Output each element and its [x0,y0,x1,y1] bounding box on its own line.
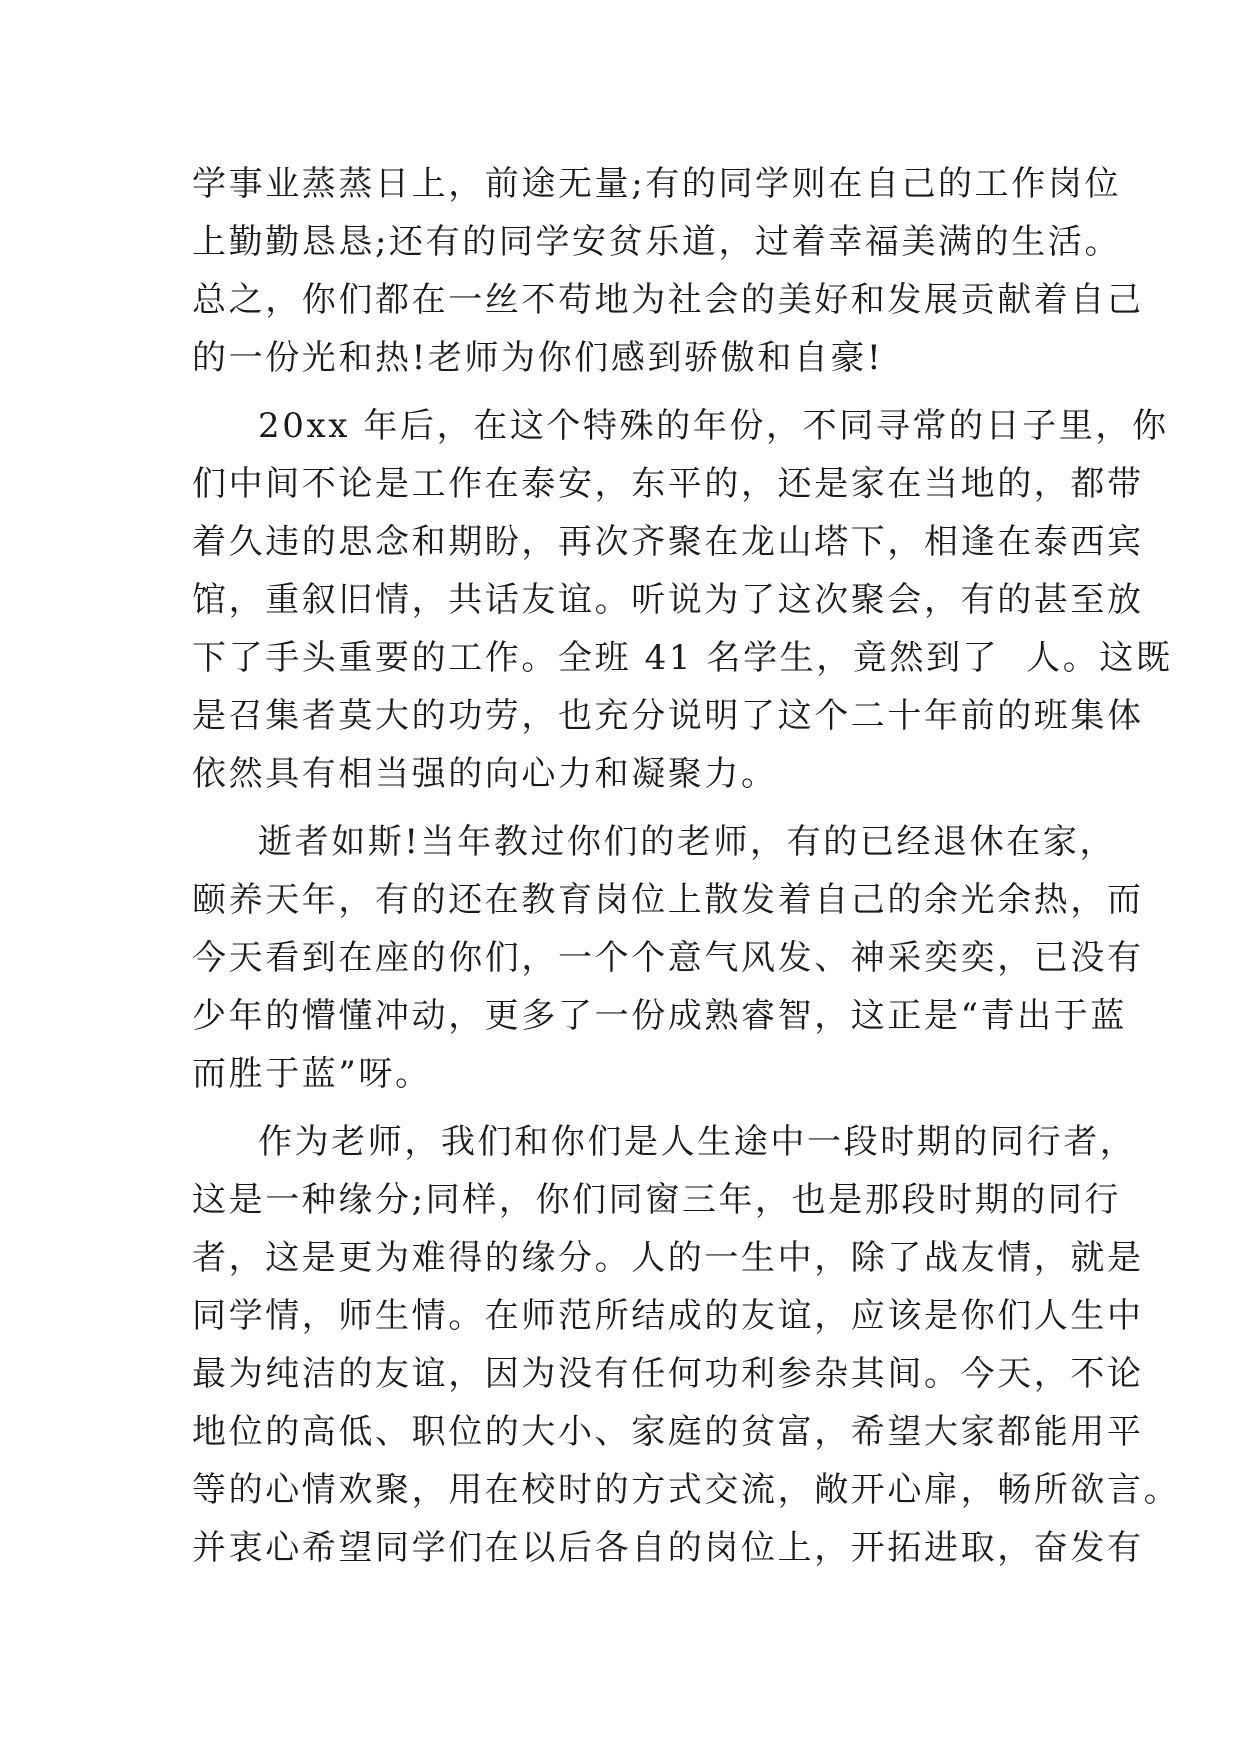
text-line: 而胜于蓝”呀。 [192,1054,432,1094]
text-line: 着久违的思念和期盼，再次齐聚在龙山塔下，相逢在泰西宾 [192,522,1144,562]
paragraph-gap [192,803,1052,813]
text-line: 今天看到在座的你们，一个个意气风发、神采奕奕，已没有 [192,938,1144,978]
text-line: 下了手头重要的工作。全班 41 名学生，竟然到了 人。这既 [192,638,1173,678]
text-line: 逝者如斯!当年教过你们的老师，有的已经退休在家， [258,822,1117,862]
paragraph-gap [192,1103,1052,1113]
text-line: 者，这是更为难得的缘分。人的一生中，除了战友情，就是 [192,1238,1144,1278]
text-line: 同学情，师生情。在师范所结成的友谊，应该是你们人生中 [192,1296,1144,1336]
document-body [192,155,1181,1577]
text-line: 上勤勤恳恳;还有的同学安贫乐道，过着幸福美满的生活。 [192,222,1122,262]
text-line: 最为纯洁的友谊，因为没有任何功利参杂其间。今天，不论 [192,1354,1144,1394]
text-line: 20xx 年后，在这个特殊的年份，不同寻常的日子里，你 [258,406,1169,446]
text-line: 少年的懵懂冲动，更多了一份成熟睿智，这正是“青出于蓝 [192,996,1127,1036]
text-line: 依然具有相当强的向心力和凝聚力。 [192,754,778,794]
paragraph-3 [192,813,1144,1103]
text-line: 等的心情欢聚，用在校时的方式交流，敞开心扉，畅所欲言。 [192,1470,1181,1510]
paragraph-gap [192,387,1052,397]
text-line: 是召集者莫大的功劳，也充分说明了这个二十年前的班集体 [192,696,1144,736]
text-line: 学事业蒸蒸日上，前途无量;有的同学则在自己的工作岗位 [192,164,1122,204]
text-line: 地位的高低、职位的大小、家庭的贫富，希望大家都能用平 [192,1412,1144,1452]
paragraph-4 [192,1113,1181,1577]
text-line: 并衷心希望同学们在以后各自的岗位上，开拓进取，奋发有 [192,1528,1144,1568]
text-line: 作为老师，我们和你们是人生途中一段时期的同行者， [258,1122,1137,1162]
text-line: 们中间不论是工作在泰安，东平的，还是家在当地的，都带 [192,464,1144,504]
text-line: 总之，你们都在一丝不苟地为社会的美好和发展贡献着自己 [192,280,1144,320]
paragraph-1-continuation [192,155,1144,387]
text-line: 的一份光和热!老师为你们感到骄傲和自豪! [192,338,884,378]
text-line: 馆，重叙旧情，共话友谊。听说为了这次聚会，有的甚至放 [192,580,1144,620]
text-line: 颐养天年，有的还在教育岗位上散发着自己的余光余热，而 [192,880,1144,920]
text-line: 这是一种缘分;同样，你们同窗三年，也是那段时期的同行 [192,1180,1122,1220]
paragraph-2 [192,397,1173,803]
